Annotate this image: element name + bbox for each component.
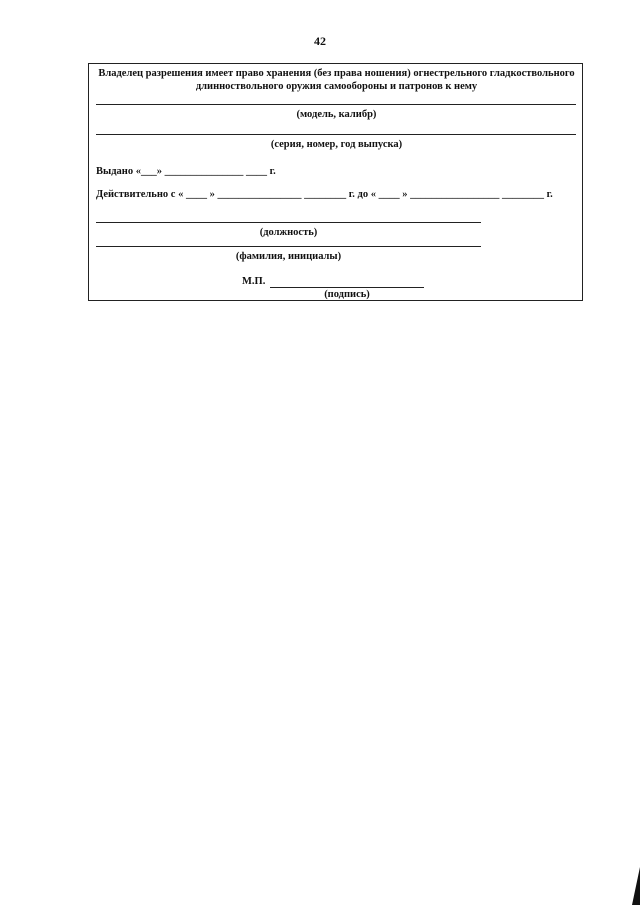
permit-form-box: [88, 63, 583, 301]
form-header-line1: Владелец разрешения имеет право хранения (без права ношения) огнестрельного гладкоствольного: [98, 68, 575, 79]
model-caliber-line[interactable]: [96, 104, 576, 105]
form-header-line2: длинноствольного оружия самообороны и патронов к нему: [195, 81, 478, 92]
issued-label: Выдано «___» _______________ ____ г.: [96, 166, 276, 177]
position-line[interactable]: [96, 222, 481, 223]
page-number: 42: [314, 34, 326, 48]
name-line[interactable]: [96, 246, 481, 247]
stamp-label: М.П.: [242, 276, 266, 287]
signature-line[interactable]: [270, 287, 424, 288]
position-caption: (должность): [259, 227, 318, 238]
model-caliber-caption: (модель, калибр): [296, 109, 377, 120]
series-number-line[interactable]: [96, 134, 576, 135]
signature-caption: (подпись): [324, 289, 370, 300]
name-caption: (фамилия, инициалы): [235, 251, 342, 262]
page-corner-mark: [632, 867, 640, 905]
valid-period-label: Действительно с « ____ » ________________ ________ г. до « ____ » _________________ ________ г.: [96, 189, 553, 200]
series-caption: (серия, номер, год выпуска): [270, 139, 403, 150]
